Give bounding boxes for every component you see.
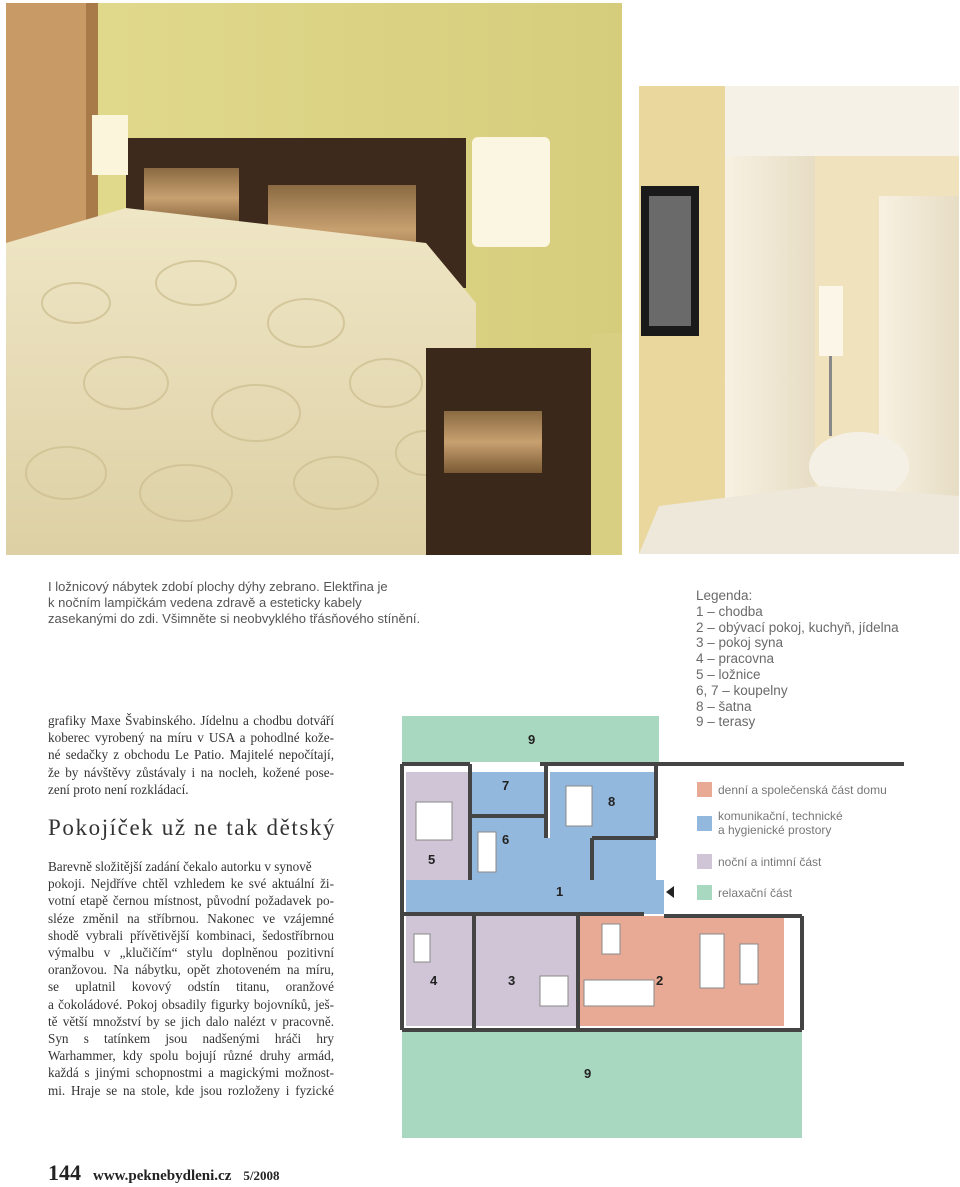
issue-number: 5/2008 <box>243 1168 280 1183</box>
floor-plan <box>344 688 954 1143</box>
page-footer <box>48 1160 279 1186</box>
legend-item: 6, 7 – koupelny <box>696 682 788 698</box>
entrance-arrow-icon <box>666 886 674 898</box>
corridor-fill-2 <box>544 838 594 880</box>
zone-label-line: noční a intimní část <box>718 854 822 869</box>
room-number-6: 6 <box>502 832 510 847</box>
room-number-4: 4 <box>430 973 438 988</box>
page-number: 144 <box>48 1160 81 1185</box>
legend-item: 2 – obývací pokoj, kuchyň, jídelna <box>696 619 899 635</box>
room-4-fill <box>406 914 472 1026</box>
room-wc-fill <box>594 838 656 880</box>
caption-line: k nočním lampičkám vedena zdravě a esteticky kabely <box>48 595 362 610</box>
caption-line: I ložnicový nábytek zdobí plochy dýhy zebrano. Elektřina je <box>48 579 388 594</box>
article-line: Syn s tatínkem jsou nadšenými hráči hry <box>48 1031 334 1047</box>
legend-item: 4 – pracovna <box>696 651 775 667</box>
article-line: koberec vyrobený na míru v USA a pohodlné kože- <box>48 730 334 746</box>
legend-item: 9 – terasy <box>696 714 756 730</box>
legend-item: 5 – ložnice <box>696 666 761 682</box>
article-line: se uplatnil kovový odstín titanu, oranžové <box>48 979 334 995</box>
article-line: sléze změnil na stříbrnou. Nakonec ve vzájemné <box>48 910 334 926</box>
caption-line: zasekanými do zdi. Všimněte si neobvyklého třásňového stínění. <box>48 611 421 626</box>
article-text-top <box>48 712 334 798</box>
article-line: grafiky Maxe Švabinského. Jídelnu a chodbu dotváří <box>48 713 334 728</box>
article-line: Barevně složitější zadání čekalo autorku v synově <box>48 859 312 874</box>
article-line: né sedačky z obchodu Le Patio. Majitelé nepočítají, <box>48 747 334 763</box>
zone-label-line: relaxační část <box>718 885 793 900</box>
section-heading: Pokojíček už ne tak dětský <box>48 815 337 840</box>
terrace-bottom <box>402 1030 802 1138</box>
bedroom-photo <box>6 3 622 555</box>
room-number-8: 8 <box>608 794 616 809</box>
article-line: votní etapě černou místnost, původní požadavek po- <box>48 893 334 909</box>
article-line: a čokoládové. Pokoj obsadily figurky bojovníků, ješ- <box>48 996 334 1012</box>
zone-label-line: a hygienické prostory <box>718 823 832 837</box>
zone-label-line: komunikační, technické <box>718 809 843 823</box>
photo-caption <box>48 579 488 627</box>
article-text-bottom <box>48 858 334 1099</box>
legend-item: 3 – pokoj syna <box>696 635 784 651</box>
room-number-3: 3 <box>508 973 516 988</box>
article-line: každá s jinými schopnostmi a magickými možnost- <box>48 1065 334 1081</box>
article-line: mi. Hraje se na stole, kde jsou rozloženy i fyzické <box>48 1082 334 1098</box>
room-number-5: 5 <box>428 852 436 867</box>
article-line: pokoji. Nejdříve chtěl vzhledem ke své aktuální ži- <box>48 876 334 892</box>
room-number-1: 1 <box>556 884 564 899</box>
website-link[interactable]: www.peknebydleni.cz <box>93 1168 232 1184</box>
article-line: zení proto není rozkládací. <box>48 781 189 797</box>
room-3-fill <box>476 914 576 1026</box>
article-line: shodě vybrali přívětivější kombinaci, šedostříbrnou <box>48 927 334 943</box>
legend-item: 8 – šatna <box>696 698 752 714</box>
article-line: že by návštěvy zůstávaly i na nocleh, kožené pose- <box>48 764 334 780</box>
legend-item: 1 – chodba <box>696 603 763 619</box>
zone-label-line: denní a společenská část domu <box>718 782 887 797</box>
article-line: Warhammer, kdy spolu bojují různé druhy armád, <box>48 1048 334 1064</box>
living-room-photo <box>639 86 959 554</box>
room-number-7: 7 <box>502 778 510 793</box>
article-line: tě větší množství by se jich dalo nalézt v pracovně. <box>48 1013 334 1029</box>
room-number-2: 2 <box>656 973 664 988</box>
room-number-9-bottom: 9 <box>584 1066 592 1081</box>
legend-title: Legenda: <box>696 588 753 603</box>
room-number-9-top: 9 <box>528 732 536 747</box>
article-line: výmalbu v „klučičím“ stylu doplněnou pozitivní <box>48 945 334 961</box>
article-line: oranžovou. Na nábytku, opět zhotoveném na míru, <box>48 962 334 978</box>
corridor-fill <box>406 880 664 914</box>
